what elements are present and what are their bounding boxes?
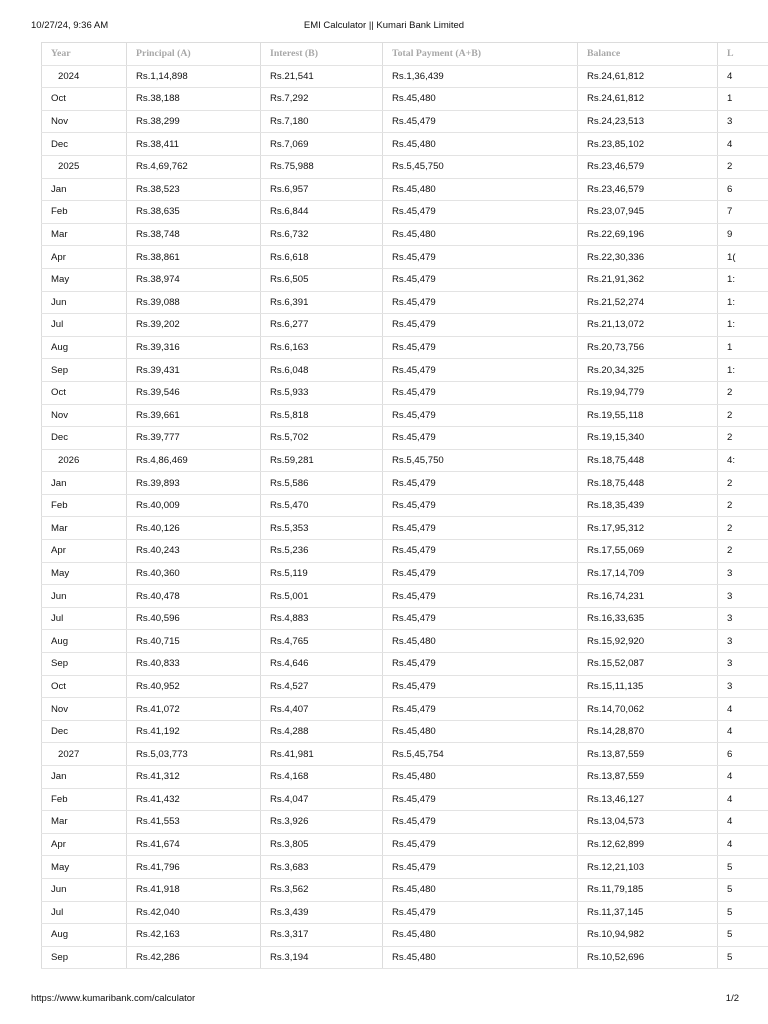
cell-total-payment: Rs.45,479 (383, 291, 578, 314)
cell-interest: Rs.6,048 (261, 359, 383, 382)
cell-balance: Rs.20,34,325 (578, 359, 718, 382)
cell-balance: Rs.11,37,145 (578, 901, 718, 924)
cell-truncated: 4: (718, 449, 768, 472)
cell-principal: Rs.40,833 (127, 653, 261, 676)
cell-truncated: 3 (718, 607, 768, 630)
cell-principal: Rs.40,126 (127, 517, 261, 540)
cell-balance: Rs.13,04,573 (578, 811, 718, 834)
cell-total-payment: Rs.45,480 (383, 720, 578, 743)
cell-period: 2024 (42, 65, 127, 88)
cell-period: Feb (42, 201, 127, 224)
cell-principal: Rs.42,040 (127, 901, 261, 924)
cell-period: Apr (42, 540, 127, 563)
cell-total-payment: Rs.45,480 (383, 630, 578, 653)
cell-truncated: 3 (718, 562, 768, 585)
cell-total-payment: Rs.45,479 (383, 540, 578, 563)
table-row (42, 336, 768, 359)
cell-period: Jun (42, 878, 127, 901)
cell-principal: Rs.4,86,469 (127, 449, 261, 472)
table-row (42, 833, 768, 856)
cell-total-payment: Rs.45,479 (383, 246, 578, 269)
cell-principal: Rs.38,974 (127, 268, 261, 291)
cell-period: May (42, 856, 127, 879)
cell-period: Nov (42, 110, 127, 133)
table-row (42, 472, 768, 495)
cell-balance: Rs.12,62,899 (578, 833, 718, 856)
cell-total-payment: Rs.1,36,439 (383, 65, 578, 88)
cell-total-payment: Rs.45,479 (383, 788, 578, 811)
table-row (42, 201, 768, 224)
table-header-row (42, 43, 768, 66)
cell-balance: Rs.22,30,336 (578, 246, 718, 269)
cell-period: May (42, 268, 127, 291)
cell-interest: Rs.4,407 (261, 698, 383, 721)
cell-principal: Rs.41,796 (127, 856, 261, 879)
cell-interest: Rs.3,317 (261, 924, 383, 947)
cell-truncated: 6 (718, 178, 768, 201)
cell-balance: Rs.21,91,362 (578, 268, 718, 291)
cell-truncated: 1 (718, 336, 768, 359)
cell-principal: Rs.40,952 (127, 675, 261, 698)
cell-principal: Rs.41,674 (127, 833, 261, 856)
cell-period: Sep (42, 946, 127, 969)
table-row-year-summary (42, 155, 768, 178)
cell-period: Jul (42, 314, 127, 337)
cell-balance: Rs.10,94,982 (578, 924, 718, 947)
emi-schedule-table (41, 42, 768, 969)
cell-period: Jul (42, 901, 127, 924)
table-row (42, 698, 768, 721)
cell-period: Aug (42, 630, 127, 653)
cell-interest: Rs.4,527 (261, 675, 383, 698)
cell-period: Aug (42, 924, 127, 947)
cell-truncated: 5 (718, 856, 768, 879)
cell-balance: Rs.23,07,945 (578, 201, 718, 224)
cell-balance: Rs.16,74,231 (578, 585, 718, 608)
cell-interest: Rs.5,119 (261, 562, 383, 585)
column-header-principal: Principal (A) (127, 43, 261, 66)
table-row (42, 675, 768, 698)
cell-principal: Rs.4,69,762 (127, 155, 261, 178)
cell-interest: Rs.7,180 (261, 110, 383, 133)
cell-truncated: 3 (718, 675, 768, 698)
cell-balance: Rs.15,92,920 (578, 630, 718, 653)
cell-total-payment: Rs.45,479 (383, 494, 578, 517)
cell-principal: Rs.38,748 (127, 223, 261, 246)
cell-balance: Rs.18,75,448 (578, 472, 718, 495)
cell-period: Feb (42, 494, 127, 517)
cell-balance: Rs.16,33,635 (578, 607, 718, 630)
cell-interest: Rs.4,883 (261, 607, 383, 630)
cell-balance: Rs.13,87,559 (578, 743, 718, 766)
cell-total-payment: Rs.45,479 (383, 359, 578, 382)
table-row (42, 268, 768, 291)
cell-total-payment: Rs.45,480 (383, 223, 578, 246)
cell-balance: Rs.12,21,103 (578, 856, 718, 879)
table-row (42, 381, 768, 404)
table-row (42, 811, 768, 834)
cell-total-payment: Rs.45,480 (383, 946, 578, 969)
table-row (42, 856, 768, 879)
cell-balance: Rs.21,13,072 (578, 314, 718, 337)
cell-truncated: 4 (718, 65, 768, 88)
cell-interest: Rs.6,163 (261, 336, 383, 359)
table-row (42, 540, 768, 563)
table-row (42, 901, 768, 924)
cell-truncated: 4 (718, 698, 768, 721)
cell-principal: Rs.40,596 (127, 607, 261, 630)
cell-period: Oct (42, 381, 127, 404)
cell-principal: Rs.41,072 (127, 698, 261, 721)
cell-period: Dec (42, 720, 127, 743)
cell-total-payment: Rs.45,479 (383, 675, 578, 698)
cell-period: Aug (42, 336, 127, 359)
table-row (42, 924, 768, 947)
table-row (42, 517, 768, 540)
cell-period: Jun (42, 291, 127, 314)
cell-interest: Rs.4,047 (261, 788, 383, 811)
cell-principal: Rs.39,546 (127, 381, 261, 404)
cell-period: Mar (42, 811, 127, 834)
cell-period: 2025 (42, 155, 127, 178)
cell-balance: Rs.21,52,274 (578, 291, 718, 314)
cell-interest: Rs.4,646 (261, 653, 383, 676)
table-row (42, 494, 768, 517)
cell-period: 2026 (42, 449, 127, 472)
cell-interest: Rs.4,288 (261, 720, 383, 743)
cell-truncated: 2 (718, 517, 768, 540)
cell-period: Apr (42, 246, 127, 269)
cell-truncated: 1: (718, 291, 768, 314)
cell-balance: Rs.13,87,559 (578, 766, 718, 789)
cell-total-payment: Rs.45,479 (383, 607, 578, 630)
cell-period: Sep (42, 359, 127, 382)
cell-principal: Rs.42,163 (127, 924, 261, 947)
print-datetime: 10/27/24, 9:36 AM (31, 20, 109, 31)
cell-period: Jul (42, 607, 127, 630)
cell-principal: Rs.39,202 (127, 314, 261, 337)
cell-truncated: 4 (718, 788, 768, 811)
cell-total-payment: Rs.45,479 (383, 201, 578, 224)
cell-truncated: 1: (718, 314, 768, 337)
cell-principal: Rs.39,431 (127, 359, 261, 382)
cell-principal: Rs.40,009 (127, 494, 261, 517)
cell-truncated: 7 (718, 201, 768, 224)
cell-total-payment: Rs.45,479 (383, 110, 578, 133)
cell-principal: Rs.41,312 (127, 766, 261, 789)
cell-interest: Rs.6,505 (261, 268, 383, 291)
table-row (42, 291, 768, 314)
cell-total-payment: Rs.45,479 (383, 404, 578, 427)
cell-balance: Rs.17,95,312 (578, 517, 718, 540)
cell-total-payment: Rs.45,479 (383, 268, 578, 291)
column-header-truncated: L (718, 43, 768, 66)
cell-interest: Rs.3,439 (261, 901, 383, 924)
table-row-year-summary (42, 449, 768, 472)
cell-interest: Rs.7,292 (261, 88, 383, 111)
cell-truncated: 1: (718, 268, 768, 291)
cell-total-payment: Rs.45,479 (383, 562, 578, 585)
emi-schedule-container (41, 42, 768, 972)
cell-total-payment: Rs.5,45,750 (383, 155, 578, 178)
cell-interest: Rs.21,541 (261, 65, 383, 88)
cell-truncated: 4 (718, 720, 768, 743)
cell-balance: Rs.24,61,812 (578, 65, 718, 88)
cell-truncated: 1 (718, 88, 768, 111)
cell-total-payment: Rs.45,479 (383, 381, 578, 404)
cell-balance: Rs.10,52,696 (578, 946, 718, 969)
cell-principal: Rs.5,03,773 (127, 743, 261, 766)
table-row (42, 404, 768, 427)
column-header-interest: Interest (B) (261, 43, 383, 66)
table-row (42, 630, 768, 653)
cell-balance: Rs.18,35,439 (578, 494, 718, 517)
cell-period: Nov (42, 404, 127, 427)
cell-interest: Rs.6,732 (261, 223, 383, 246)
cell-period: Apr (42, 833, 127, 856)
cell-interest: Rs.6,391 (261, 291, 383, 314)
cell-truncated: 4 (718, 811, 768, 834)
table-row (42, 133, 768, 156)
cell-principal: Rs.42,286 (127, 946, 261, 969)
cell-truncated: 3 (718, 653, 768, 676)
cell-total-payment: Rs.45,479 (383, 517, 578, 540)
cell-truncated: 2 (718, 427, 768, 450)
cell-balance: Rs.17,14,709 (578, 562, 718, 585)
cell-total-payment: Rs.45,480 (383, 924, 578, 947)
cell-truncated: 5 (718, 901, 768, 924)
cell-truncated: 2 (718, 381, 768, 404)
table-row (42, 314, 768, 337)
cell-principal: Rs.41,192 (127, 720, 261, 743)
cell-balance: Rs.19,94,779 (578, 381, 718, 404)
cell-principal: Rs.41,432 (127, 788, 261, 811)
cell-principal: Rs.39,893 (127, 472, 261, 495)
cell-balance: Rs.19,15,340 (578, 427, 718, 450)
cell-truncated: 3 (718, 585, 768, 608)
table-row (42, 946, 768, 969)
cell-interest: Rs.3,683 (261, 856, 383, 879)
cell-balance: Rs.24,23,513 (578, 110, 718, 133)
cell-period: Dec (42, 133, 127, 156)
cell-truncated: 2 (718, 155, 768, 178)
cell-period: Jun (42, 585, 127, 608)
cell-truncated: 2 (718, 540, 768, 563)
cell-principal: Rs.41,553 (127, 811, 261, 834)
cell-principal: Rs.40,478 (127, 585, 261, 608)
table-row (42, 359, 768, 382)
cell-truncated: 2 (718, 494, 768, 517)
table-row (42, 653, 768, 676)
cell-principal: Rs.40,243 (127, 540, 261, 563)
cell-truncated: 2 (718, 404, 768, 427)
cell-interest: Rs.7,069 (261, 133, 383, 156)
cell-truncated: 4 (718, 833, 768, 856)
cell-principal: Rs.39,777 (127, 427, 261, 450)
page-number: 1/2 (725, 993, 739, 1004)
cell-balance: Rs.17,55,069 (578, 540, 718, 563)
cell-total-payment: Rs.45,479 (383, 811, 578, 834)
print-footer (31, 993, 737, 1005)
cell-truncated: 5 (718, 924, 768, 947)
cell-total-payment: Rs.45,479 (383, 833, 578, 856)
cell-principal: Rs.40,715 (127, 630, 261, 653)
table-body (42, 65, 768, 969)
page-url: https://www.kumaribank.com/calculator (31, 993, 196, 1004)
table-row-year-summary (42, 743, 768, 766)
cell-total-payment: Rs.45,480 (383, 133, 578, 156)
cell-truncated: 2 (718, 472, 768, 495)
cell-interest: Rs.4,168 (261, 766, 383, 789)
column-header-year: Year (42, 43, 127, 66)
cell-balance: Rs.14,28,870 (578, 720, 718, 743)
cell-principal: Rs.39,661 (127, 404, 261, 427)
page-title: EMI Calculator || Kumari Bank Limited (303, 20, 465, 31)
cell-truncated: 5 (718, 946, 768, 969)
cell-period: Nov (42, 698, 127, 721)
cell-interest: Rs.4,765 (261, 630, 383, 653)
cell-period: Mar (42, 223, 127, 246)
cell-principal: Rs.38,523 (127, 178, 261, 201)
table-row (42, 878, 768, 901)
cell-principal: Rs.1,14,898 (127, 65, 261, 88)
cell-balance: Rs.23,46,579 (578, 155, 718, 178)
cell-principal: Rs.39,088 (127, 291, 261, 314)
cell-principal: Rs.39,316 (127, 336, 261, 359)
table-row (42, 607, 768, 630)
cell-period: Jan (42, 766, 127, 789)
cell-balance: Rs.15,52,087 (578, 653, 718, 676)
cell-truncated: 6 (718, 743, 768, 766)
cell-interest: Rs.3,926 (261, 811, 383, 834)
cell-balance: Rs.24,61,812 (578, 88, 718, 111)
cell-principal: Rs.38,635 (127, 201, 261, 224)
cell-interest: Rs.5,586 (261, 472, 383, 495)
table-row (42, 585, 768, 608)
table-row (42, 88, 768, 111)
cell-truncated: 3 (718, 110, 768, 133)
cell-principal: Rs.38,299 (127, 110, 261, 133)
column-header-balance: Balance (578, 43, 718, 66)
cell-total-payment: Rs.5,45,754 (383, 743, 578, 766)
cell-balance: Rs.22,69,196 (578, 223, 718, 246)
table-row (42, 427, 768, 450)
cell-interest: Rs.3,562 (261, 878, 383, 901)
print-header (31, 20, 737, 32)
cell-principal: Rs.40,360 (127, 562, 261, 585)
cell-interest: Rs.6,957 (261, 178, 383, 201)
cell-period: Jan (42, 472, 127, 495)
cell-truncated: 9 (718, 223, 768, 246)
cell-truncated: 4 (718, 133, 768, 156)
cell-balance: Rs.19,55,118 (578, 404, 718, 427)
cell-interest: Rs.5,933 (261, 381, 383, 404)
cell-interest: Rs.3,805 (261, 833, 383, 856)
cell-truncated: 4 (718, 766, 768, 789)
cell-balance: Rs.13,46,127 (578, 788, 718, 811)
cell-interest: Rs.5,818 (261, 404, 383, 427)
cell-truncated: 5 (718, 878, 768, 901)
cell-balance: Rs.11,79,185 (578, 878, 718, 901)
table-row (42, 110, 768, 133)
cell-principal: Rs.38,188 (127, 88, 261, 111)
cell-total-payment: Rs.45,479 (383, 901, 578, 924)
table-row (42, 766, 768, 789)
cell-balance: Rs.23,85,102 (578, 133, 718, 156)
cell-interest: Rs.5,236 (261, 540, 383, 563)
cell-interest: Rs.5,702 (261, 427, 383, 450)
cell-total-payment: Rs.45,479 (383, 314, 578, 337)
cell-interest: Rs.6,277 (261, 314, 383, 337)
cell-balance: Rs.18,75,448 (578, 449, 718, 472)
column-header-total-payment: Total Payment (A+B) (383, 43, 578, 66)
table-row (42, 562, 768, 585)
cell-period: Sep (42, 653, 127, 676)
cell-interest: Rs.41,981 (261, 743, 383, 766)
cell-total-payment: Rs.45,480 (383, 766, 578, 789)
cell-period: Oct (42, 675, 127, 698)
cell-interest: Rs.6,844 (261, 201, 383, 224)
cell-period: Oct (42, 88, 127, 111)
cell-period: Feb (42, 788, 127, 811)
cell-principal: Rs.38,411 (127, 133, 261, 156)
table-row (42, 720, 768, 743)
cell-interest: Rs.6,618 (261, 246, 383, 269)
cell-total-payment: Rs.45,480 (383, 88, 578, 111)
cell-total-payment: Rs.45,479 (383, 427, 578, 450)
cell-principal: Rs.38,861 (127, 246, 261, 269)
table-row (42, 788, 768, 811)
cell-truncated: 1( (718, 246, 768, 269)
cell-total-payment: Rs.45,479 (383, 472, 578, 495)
cell-interest: Rs.3,194 (261, 946, 383, 969)
cell-interest: Rs.75,988 (261, 155, 383, 178)
cell-balance: Rs.14,70,062 (578, 698, 718, 721)
cell-period: Jan (42, 178, 127, 201)
table-row (42, 178, 768, 201)
cell-truncated: 1: (718, 359, 768, 382)
cell-total-payment: Rs.45,479 (383, 336, 578, 359)
cell-total-payment: Rs.45,479 (383, 856, 578, 879)
cell-truncated: 3 (718, 630, 768, 653)
cell-total-payment: Rs.45,479 (383, 653, 578, 676)
cell-period: Dec (42, 427, 127, 450)
cell-balance: Rs.15,11,135 (578, 675, 718, 698)
cell-total-payment: Rs.45,479 (383, 585, 578, 608)
cell-period: Mar (42, 517, 127, 540)
cell-total-payment: Rs.45,480 (383, 178, 578, 201)
table-row (42, 246, 768, 269)
cell-interest: Rs.5,001 (261, 585, 383, 608)
cell-principal: Rs.41,918 (127, 878, 261, 901)
cell-interest: Rs.59,281 (261, 449, 383, 472)
cell-interest: Rs.5,470 (261, 494, 383, 517)
cell-total-payment: Rs.5,45,750 (383, 449, 578, 472)
cell-period: May (42, 562, 127, 585)
table-row-year-summary (42, 65, 768, 88)
cell-total-payment: Rs.45,480 (383, 878, 578, 901)
cell-total-payment: Rs.45,479 (383, 698, 578, 721)
table-row (42, 223, 768, 246)
cell-period: 2027 (42, 743, 127, 766)
cell-balance: Rs.20,73,756 (578, 336, 718, 359)
cell-interest: Rs.5,353 (261, 517, 383, 540)
cell-balance: Rs.23,46,579 (578, 178, 718, 201)
